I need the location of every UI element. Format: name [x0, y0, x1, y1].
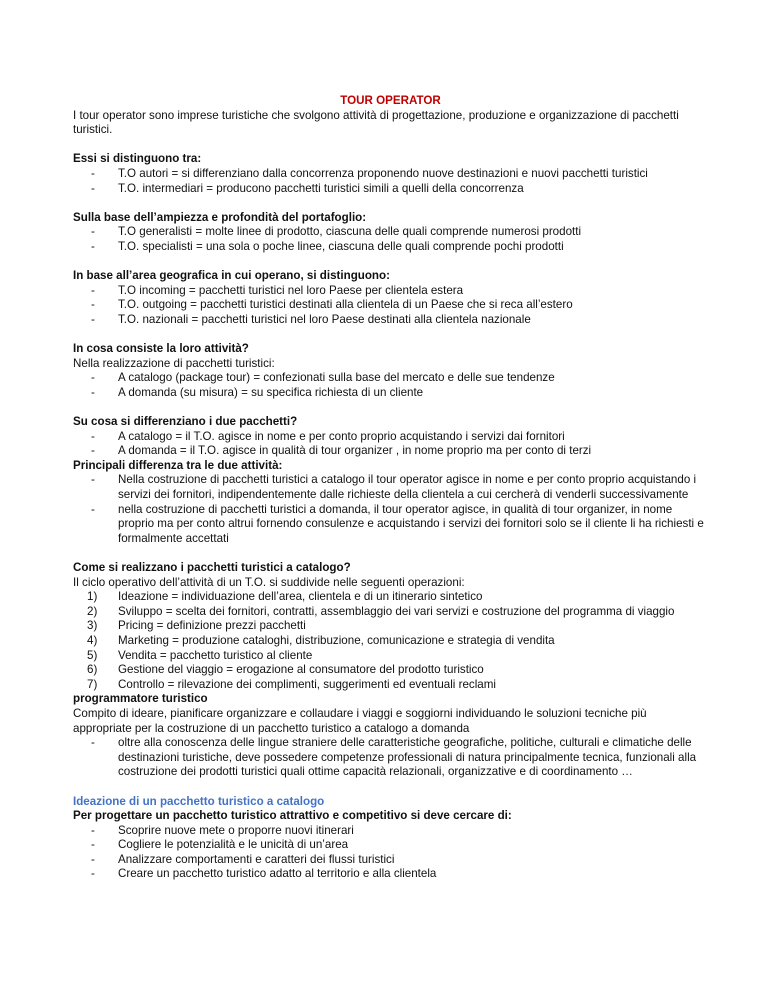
section-heading-distinguish: Essi si distinguono tra:	[73, 152, 202, 166]
section-heading-programmer: programmatore turistico	[73, 692, 208, 706]
list-programmer	[73, 736, 708, 780]
list-item: 1) Ideazione = individuazione dell’area, clientela e di un itinerario sintetico	[87, 590, 483, 604]
list-portfolio	[73, 225, 708, 254]
list-item: - T.O autori = si differenziano dalla concorrenza proponendo nuove destinazioni e nuovi pacchetti turistici	[91, 166, 648, 180]
list-item: - A catalogo (package tour) = confezionati sulla base del mercato e delle sue tendenze	[91, 371, 555, 385]
document-title: TOUR OPERATOR	[340, 94, 441, 107]
activity-text: Nella realizzazione di pacchetti turistici:	[73, 356, 275, 370]
section-heading-ideation: Ideazione di un pacchetto turistico a catalogo	[73, 794, 325, 808]
list-item: - T.O generalisti = molte linee di prodotto, ciascuna delle quali comprende numerosi prodotti	[91, 225, 582, 239]
list-item: - A domanda (su misura) = su specifica richiesta di un cliente	[91, 385, 424, 399]
ideation-subheading: Per progettare un pacchetto turistico attrattivo e competitivo si deve cercare di:	[73, 809, 512, 823]
list-distinguish	[73, 167, 708, 196]
list-item: 7) Controllo = rilevazione dei complimenti, suggerimenti ed eventuali reclami	[87, 677, 496, 691]
section-heading-catalog-production: Come si realizzano i pacchetti turistici a catalogo?	[73, 561, 351, 574]
list-item: 4) Marketing = produzione cataloghi, distribuzione, comunicazione e strategia di vendita	[87, 633, 555, 647]
list-item: - Nella costruzione di pacchetti turistici a catalogo il tour operator agisce in nome e per conto proprio acquistando i servizi dei fornitori, indipendentemente dalle richieste della clientela a cui cercherà di venderli successivamente	[91, 473, 697, 502]
programmer-text: Compito di ideare, pianificare organizzare e collaudare i viaggi e soggiorni individuando le soluzioni tecniche più appropriate per la costruzione di un pacchetto turistico a catalogo a domanda	[73, 706, 647, 735]
list-item: - T.O. outgoing = pacchetti turistici destinati alla clientela di un Paese che si reca all’estero	[91, 298, 573, 312]
list-item: - A catalogo = il T.O. agisce in nome e per conto proprio acquistando i servizi dai fornitori	[91, 429, 565, 443]
list-item: - T.O incoming = pacchetti turistici nel loro Paese per clientela estera	[91, 283, 464, 297]
list-ideation	[73, 824, 708, 882]
list-differences	[73, 430, 708, 459]
list-item: 3) Pricing = definizione prezzi pacchetti	[87, 619, 306, 633]
list-item: - oltre alla conoscenza delle lingue straniere delle caratteristiche geografiche, politiche, culturali e climatiche delle destinazioni turistiche, deve possedere competenze professionali di natura principalmente tecnica, funzionali alla costruzione dei prodotti turistici quali ottime capacità relazionali, organizzative e di coordinamento …	[91, 736, 697, 779]
list-main-differences	[73, 473, 708, 546]
section-heading-differences: Su cosa si differenziano i due pacchetti?	[73, 415, 298, 429]
list-item: - nella costruzione di pacchetti turistici a domanda, il tour operator agisce, in qualità di tour organizer, in nome proprio ma per conto altrui fornendo consulenze e acquistando i servizi dei fornitori solo se il cliente li ha richiesti e formalmente accettati	[91, 502, 704, 545]
list-item: 5) Vendita = pacchetto turistico al cliente	[87, 648, 313, 662]
list-item: - A domanda = il T.O. agisce in qualità di tour organizer , in nome proprio ma per conto di terzi	[91, 444, 592, 458]
list-item: - T.O. intermediari = producono pacchetti turistici simili a quelli della concorrenza	[91, 181, 524, 195]
list-item: 6) Gestione del viaggio = erogazione al consumatore del prodotto turistico	[87, 663, 484, 677]
list-item: - Scoprire nuove mete o proporre nuovi itinerari	[91, 823, 354, 837]
list-operational-cycle	[73, 590, 708, 692]
list-item: - T.O. specialisti = una sola o poche linee, ciascuna delle quali comprende pochi prodotti	[91, 239, 564, 253]
section-heading-main-differences: Principali differenza tra le due attività:	[73, 458, 283, 472]
section-heading-portfolio: Sulla base dell’ampiezza e profondità del portafoglio:	[73, 210, 367, 224]
list-item: 2) Sviluppo = scelta dei fornitori, contratti, assemblaggio dei vari servizi e costruzione del programma di viaggio	[87, 604, 675, 618]
section-heading-activity: In cosa consiste la loro attività?	[73, 342, 249, 356]
list-item: - Cogliere le potenzialità e le unicità di un’area	[91, 838, 349, 852]
list-activity	[73, 371, 708, 400]
intro-paragraph: I tour operator sono imprese turistiche che svolgono attività di progettazione, produzione e organizzazione di pacchetti turistici.	[73, 108, 679, 137]
list-geographic	[73, 284, 708, 328]
list-item: - Creare un pacchetto turistico adatto al territorio e alla clientela	[91, 867, 437, 881]
list-item: - Analizzare comportamenti e caratteri dei flussi turistici	[91, 852, 395, 866]
catalog-production-text: Il ciclo operativo dell’attività di un T.O. si suddivide nelle seguenti operazioni:	[73, 575, 465, 589]
list-item: - T.O. nazionali = pacchetti turistici nel loro Paese destinati alla clientela nazionale	[91, 312, 531, 326]
section-heading-geographic: In base all’area geografica in cui operano, si distinguono:	[73, 269, 390, 283]
